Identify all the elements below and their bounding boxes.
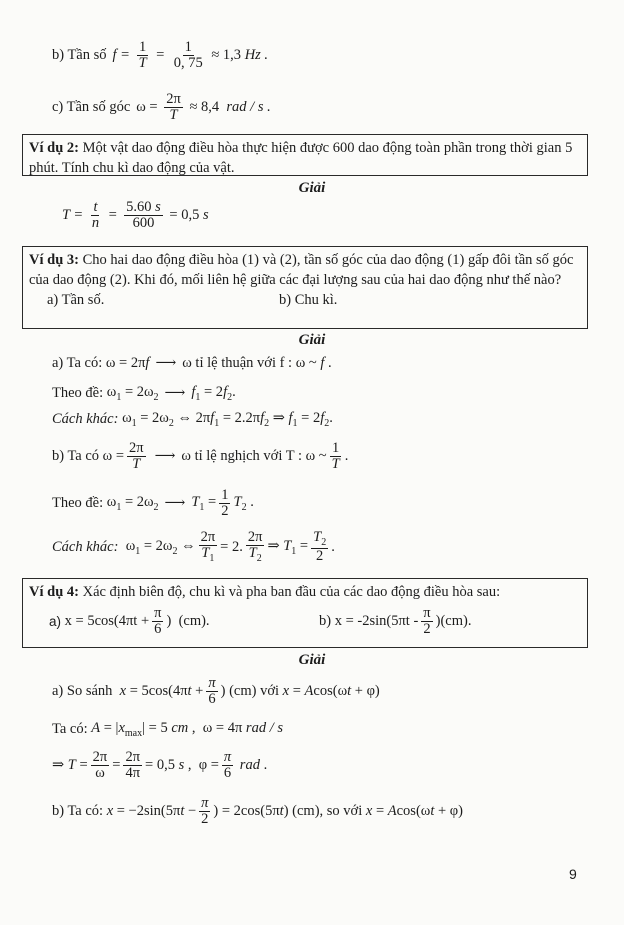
ex4-a-result: ⇒ T = $\frac{2\pi}{\omega}$ = $\frac{2\pi}{4\pi}$ = 0,5 s , φ = $\frac{\pi}{6}$ rad . (52, 749, 268, 782)
part-b-frequency (52, 40, 268, 71)
ex3-theo-de-2: Theo đề: $\omega_1 = 2\omega_2$ ⟶ $T_1$ = $\frac{1}{2}$ $T_2$ . (52, 487, 254, 520)
ex4-a-intro: a) So sánh (52, 683, 113, 700)
part-c-label: c) Tần số góc (52, 99, 131, 116)
solution-heading-2: Giải (298, 332, 326, 348)
example-2-solution (62, 200, 209, 231)
example-3-title: Ví dụ 3: (29, 252, 79, 268)
example-3-option-a: a) Tần số. (47, 292, 105, 308)
solution-heading-1: Giải (298, 180, 326, 196)
page-number: 9 (569, 866, 577, 882)
ex3-cach-khac-2: Cách khác: $\omega_1 = 2\omega_2$ ⇔ $\frac{2\pi}{T_1}$ = 2. $\frac{2\pi}{T_2}$ ⇒ $T_1$ = $\frac{T_2}{2}$ . (52, 529, 335, 565)
theo-de-label-2: Theo đề: (52, 495, 104, 512)
example-4-option-a: a) x = 5cos(4πt + $\frac{\pi}{6}$ ) (cm). (49, 605, 210, 638)
ex4-ta-co: Ta có: $A = |x_{max}| = 5$ cm , ω = 4π rad / s (52, 720, 283, 739)
example-2-box (22, 134, 588, 176)
part-c-angular-frequency (52, 92, 271, 123)
ex3-a-intro: a) Ta có: (52, 355, 103, 371)
example-2-title: Ví dụ 2: (29, 140, 79, 156)
example-4-text: Xác định biên độ, chu kì và pha ban đầu của các dao động điều hòa sau: (82, 584, 501, 600)
example-4-title: Ví dụ 4: (29, 584, 79, 600)
example-3-option-b: b) Chu kì. (279, 292, 338, 308)
ex4-b-line: b) Ta có: x = −2sin(5πt − $\frac{\pi}{2}$ ) = 2cos(5πt) (cm), so với x = Acos(ωt + φ) (52, 795, 463, 828)
angfreq-formula: ω = $\frac{2\pi}{T}$ ≈ 8,4 rad / s . (136, 91, 271, 124)
cach-khac-label: Cách khác: (52, 410, 119, 427)
ex3-b-tail: ω tỉ lệ nghịch với T : (181, 448, 302, 465)
ex3-a-line: a) Ta có: ω = 2πf ⟶ ω tỉ lệ thuận với f : ω ~ f . (52, 355, 332, 371)
part-b-label: b) Tần số (52, 47, 107, 64)
ex3-cach-khac-1: Cách khác: $\omega_1 = 2\omega_2$ ⇔ $2\pi f_1 = 2.2\pi f_2$ ⇒ $f_1 = 2f_2$. (52, 410, 333, 429)
example-2-text: Một vật dao động điều hòa thực hiện được 600 dao động toàn phần trong thời gian 5 phút. Tính chu kì dao động của vật. (29, 140, 573, 176)
example-4-option-b: b) x = -2sin(5πt - $\frac{\pi}{2}$ ) (cm). (319, 605, 472, 638)
period-formula: T = $\frac{t}{n}$ = $\frac{5.60 s}{600}$ = 0,5 s (62, 199, 209, 232)
ta-co-label: Ta có: (52, 720, 88, 737)
freq-formula: f = $\frac{1}{T}$ = $\frac{1}{0, 75}$ ≈ 1,3 Hz . (112, 39, 269, 72)
example-3-text: Cho hai dao động điều hòa (1) và (2), tần số góc của dao động (1) gấp đôi tần số góc của dao động (2). Khi đó, mối liên hệ giữa các đại lượng sau của hai dao động như thế nào? (29, 252, 574, 288)
example-3-box (22, 246, 588, 329)
ex3-b-line: b) Ta có ω = $\frac{2\pi}{T}$ ⟶ ω tỉ lệ nghịch với T : ω ~ $\frac{1}{T}$ . (52, 440, 349, 473)
ex4-a-line: a) So sánh x = 5cos(4πt + $\frac{\pi}{6}$ ) (cm) với x = Acos(ωt + φ) (52, 675, 380, 708)
theo-de-label: Theo đề: (52, 384, 104, 401)
example-4-box (22, 578, 588, 648)
cach-khac-label-2: Cách khác: (52, 538, 119, 555)
solution-heading-3: Giải (298, 652, 326, 668)
ex4-b-intro: b) Ta có: (52, 803, 104, 820)
ex3-b-intro: b) Ta có (52, 448, 100, 465)
ex3-a-tail: ω tỉ lệ thuận với f : (182, 355, 293, 371)
ex3-theo-de-1: Theo đề: $\omega_1 = 2\omega_2$ ⟶ $f_1 = 2f_2$. (52, 384, 236, 403)
